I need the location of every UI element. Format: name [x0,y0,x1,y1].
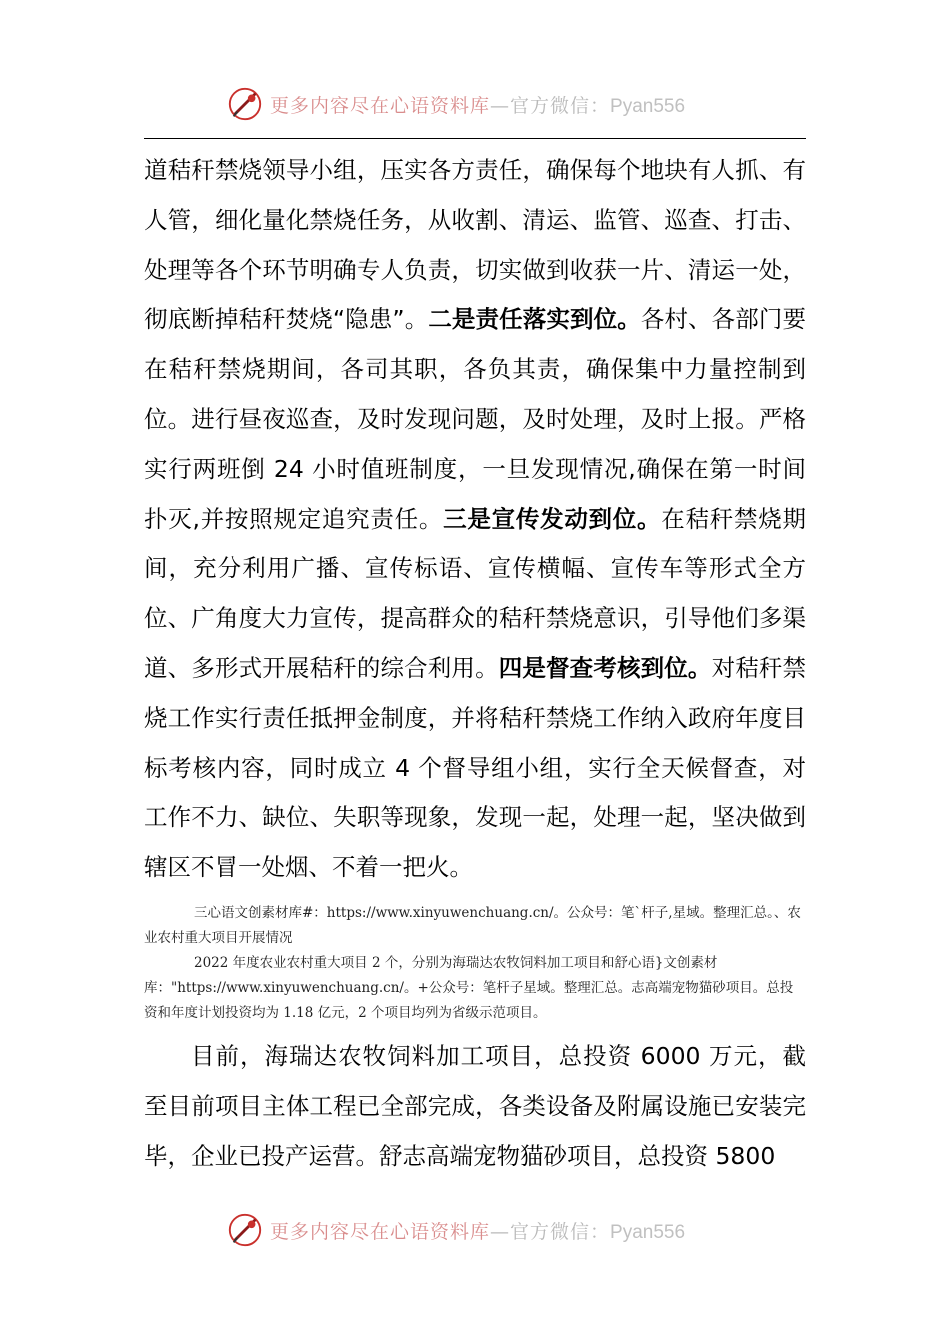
point-two-heading: 二是责任落实到位。 [428,305,641,334]
point-four-heading: 四是督查考核到位。 [498,653,712,682]
footer-banner [226,1208,746,1252]
point-three-heading: 三是宣传发动到位。 [443,504,662,533]
header-banner [226,82,746,126]
watermark-note-2: 2022 年度农业农村重大项目 2 个，分别为海瑞达农牧饲料加工项目和舒心语}文创素材库："https://www.xinyuwenchuang.cn/。+公众号：笔杆子星域。整理汇总。志高端宠物猫砂项目。总投资和年度计划投资均为 1.18 亿元，2 个项目均列为省级示范项目。 [144,954,794,1021]
pen-logo-icon [226,85,264,123]
paragraph-responsibility: 道秸秆禁烧领导小组，压实各方责任，确保每个地块有人抓、有人管，细化量化禁烧任务，从收割、清运、监管、巡查、打击、处理等各个环节明确专人负责，切实做到收获一片、清运一处，彻底断掉秸秆焚烧“隐患”。二是责任落实到位。各村、各部门要在秸秆禁烧期间，各司其职，各负其责，确保集中力量控制到位。进行昼夜巡查，及时发现问题，及时处理，及时上报。严格实行两班倒 24 小时值班制度，一旦发现情况,确保在第一时间扑灭,并按照规定追究责任。三是宣传发动到位。在秸秆禁烧期间，充分利用广播、宣传标语、宣传横幅、宣传车等形式全方位、广角度大力宣传，提高群众的秸秆禁烧意识，引导他们多渠道、多形式开展秸秆的综合利用。四是督查考核到位。对秸秆禁烧工作实行责任抵押金制度，并将秸秆禁烧工作纳入政府年度目标考核内容，同时成立 4 个督导组小组，实行全天候督查，对工作不力、缺位、失职等现象，发现一起，处理一起，坚决做到辖区不冒一处烟、不着一把火。 [144,156,807,882]
banner-text: 更多内容尽在心语资料库—官方微信：Pyan556 [270,94,686,117]
pen-logo-icon [226,1211,264,1249]
document-body [144,146,806,1181]
paragraph-projects: 目前，海瑞达农牧饲料加工项目，总投资 6000 万元，截至目前项目主体工程已全部完成，各类设备及附属设施已安装完毕，企业已投产运营。舒志高端宠物猫砂项目，总投资 5800 [144,1041,806,1170]
banner-text: 更多内容尽在心语资料库—官方微信：Pyan556 [270,1220,686,1243]
watermark-note-1: 三心语文创素材库#：https://www.xinyuwenchuang.cn/。公众号：笔`杆子,星域。整理汇总。、农业农村重大项目开展情况 [144,904,801,946]
header-divider [144,138,806,139]
